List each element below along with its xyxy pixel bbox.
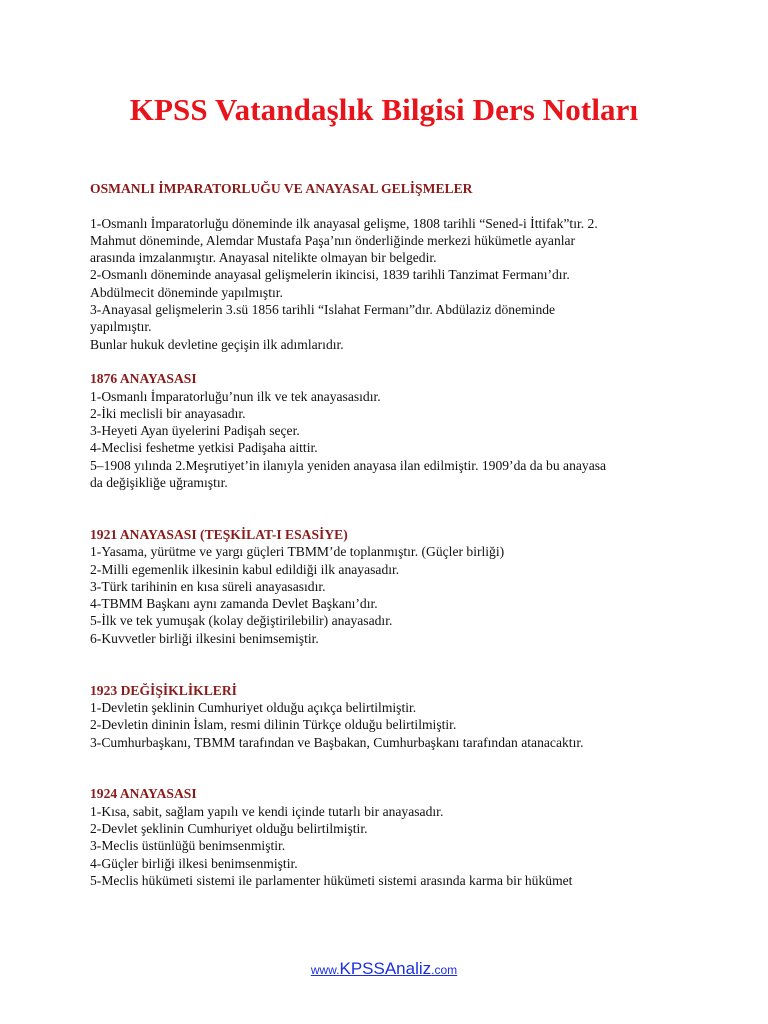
text-line: Abdülmecit döneminde yapılmıştır.: [90, 284, 283, 300]
section-heading: OSMANLI İMPARATORLUĞU VE ANAYASAL GELİŞMELER: [90, 181, 473, 196]
text-line: da değişikliğe uğramıştır.: [90, 475, 228, 491]
text-line: arasında imzalanmıştır. Anayasal nitelikte olmayan bir belgedir.: [90, 250, 437, 266]
text-line: 5-İlk ve tek yumuşak (kolay değiştirilebilir) anayasadır.: [90, 613, 393, 629]
text-line: 4-Meclisi feshetme yetkisi Padişaha aittir.: [90, 440, 318, 456]
section-heading: 1921 ANAYASASI (TEŞKİLAT-I ESASİYE): [90, 526, 348, 542]
text-line: 1-Osmanlı İmparatorluğu’nun ilk ve tek anayasasıdır.: [90, 388, 381, 404]
text-line: 5–1908 yılında 2.Meşrutiyet’in ilanıyla yeniden anayasa ilan edilmiştir. 1909’da da bu anayasa: [90, 457, 607, 473]
site-link-prefix: www.: [310, 963, 340, 977]
document-body: [90, 180, 690, 889]
text-line: 2-İki meclisli bir anayasadır.: [90, 405, 246, 421]
text-line: 2-Devlet şeklinin Cumhuriyet olduğu belirtilmiştir.: [90, 820, 368, 836]
section-heading: 1924 ANAYASASI: [90, 786, 197, 802]
site-link-suffix: .com: [431, 963, 458, 977]
site-link-brand: KPSSAnaliz: [339, 959, 432, 978]
text-line: 5-Meclis hükümeti sistemi ile parlamenter hükümeti sistemi arasında karma bir hükümet: [90, 872, 573, 888]
text-line: 6-Kuvvetler birliği ilkesini benimsemiştir.: [90, 630, 319, 646]
text-line: 3-Cumhurbaşkanı, TBMM tarafından ve Başbakan, Cumhurbaşkanı tarafından atanacaktır.: [90, 734, 584, 750]
section-osmanli: [90, 180, 690, 353]
text-line: 4-TBMM Başkanı aynı zamanda Devlet Başkanı’dır.: [90, 596, 378, 612]
text-line: 4-Güçler birliği ilkesi benimsenmiştir.: [90, 855, 298, 871]
text-line: 3-Heyeti Ayan üyelerini Padişah seçer.: [90, 423, 300, 439]
text-line: 1-Kısa, sabit, sağlam yapılı ve kendi içinde tutarlı bir anayasadır.: [90, 803, 444, 819]
text-line: 1-Osmanlı İmparatorluğu döneminde ilk anayasal gelişme, 1808 tarihli “Sened-i İttifak”tır. 2.: [90, 215, 598, 231]
section-heading: 1923 DEĞİŞİKLİKLERİ: [90, 682, 237, 698]
section-1923: [90, 682, 690, 751]
section-1921: [90, 526, 690, 647]
document-title: KPSS Vatandaşlık Bilgisi Ders Notları: [129, 92, 639, 127]
text-line: 2-Osmanlı döneminde anayasal gelişmelerin ikincisi, 1839 tarihli Tanzimat Fermanı’dır.: [90, 267, 570, 283]
text-line: Mahmut döneminde, Alemdar Mustafa Paşa’nın önderliğinde merkezi hükümetle ayanlar: [90, 232, 576, 248]
text-line: 2-Milli egemenlik ilkesinin kabul edildiği ilk anayasadır.: [90, 561, 400, 577]
text-line: 3-Anayasal gelişmelerin 3.sü 1856 tarihli “Islahat Fermanı”dır. Abdülaziz döneminde: [90, 302, 556, 318]
site-link[interactable]: [0, 959, 768, 979]
text-line: 3-Türk tarihinin en kısa süreli anayasasıdır.: [90, 578, 326, 594]
text-line: yapılmıştır.: [90, 319, 152, 335]
section-1876: [90, 370, 690, 491]
text-line: 1-Devletin şeklinin Cumhuriyet olduğu açıkça belirtilmiştir.: [90, 699, 417, 715]
text-line: 1-Yasama, yürütme ve yargı güçleri TBMM’de toplanmıştır. (Güçler birliği): [90, 544, 505, 560]
text-line: Bunlar hukuk devletine geçişin ilk adımlarıdır.: [90, 336, 344, 352]
text-line: 2-Devletin dininin İslam, resmi dilinin Türkçe olduğu belirtilmiştir.: [90, 717, 457, 733]
text-line: 3-Meclis üstünlüğü benimsenmiştir.: [90, 838, 286, 854]
section-1924: [90, 785, 690, 889]
section-heading: 1876 ANAYASASI: [90, 371, 197, 387]
